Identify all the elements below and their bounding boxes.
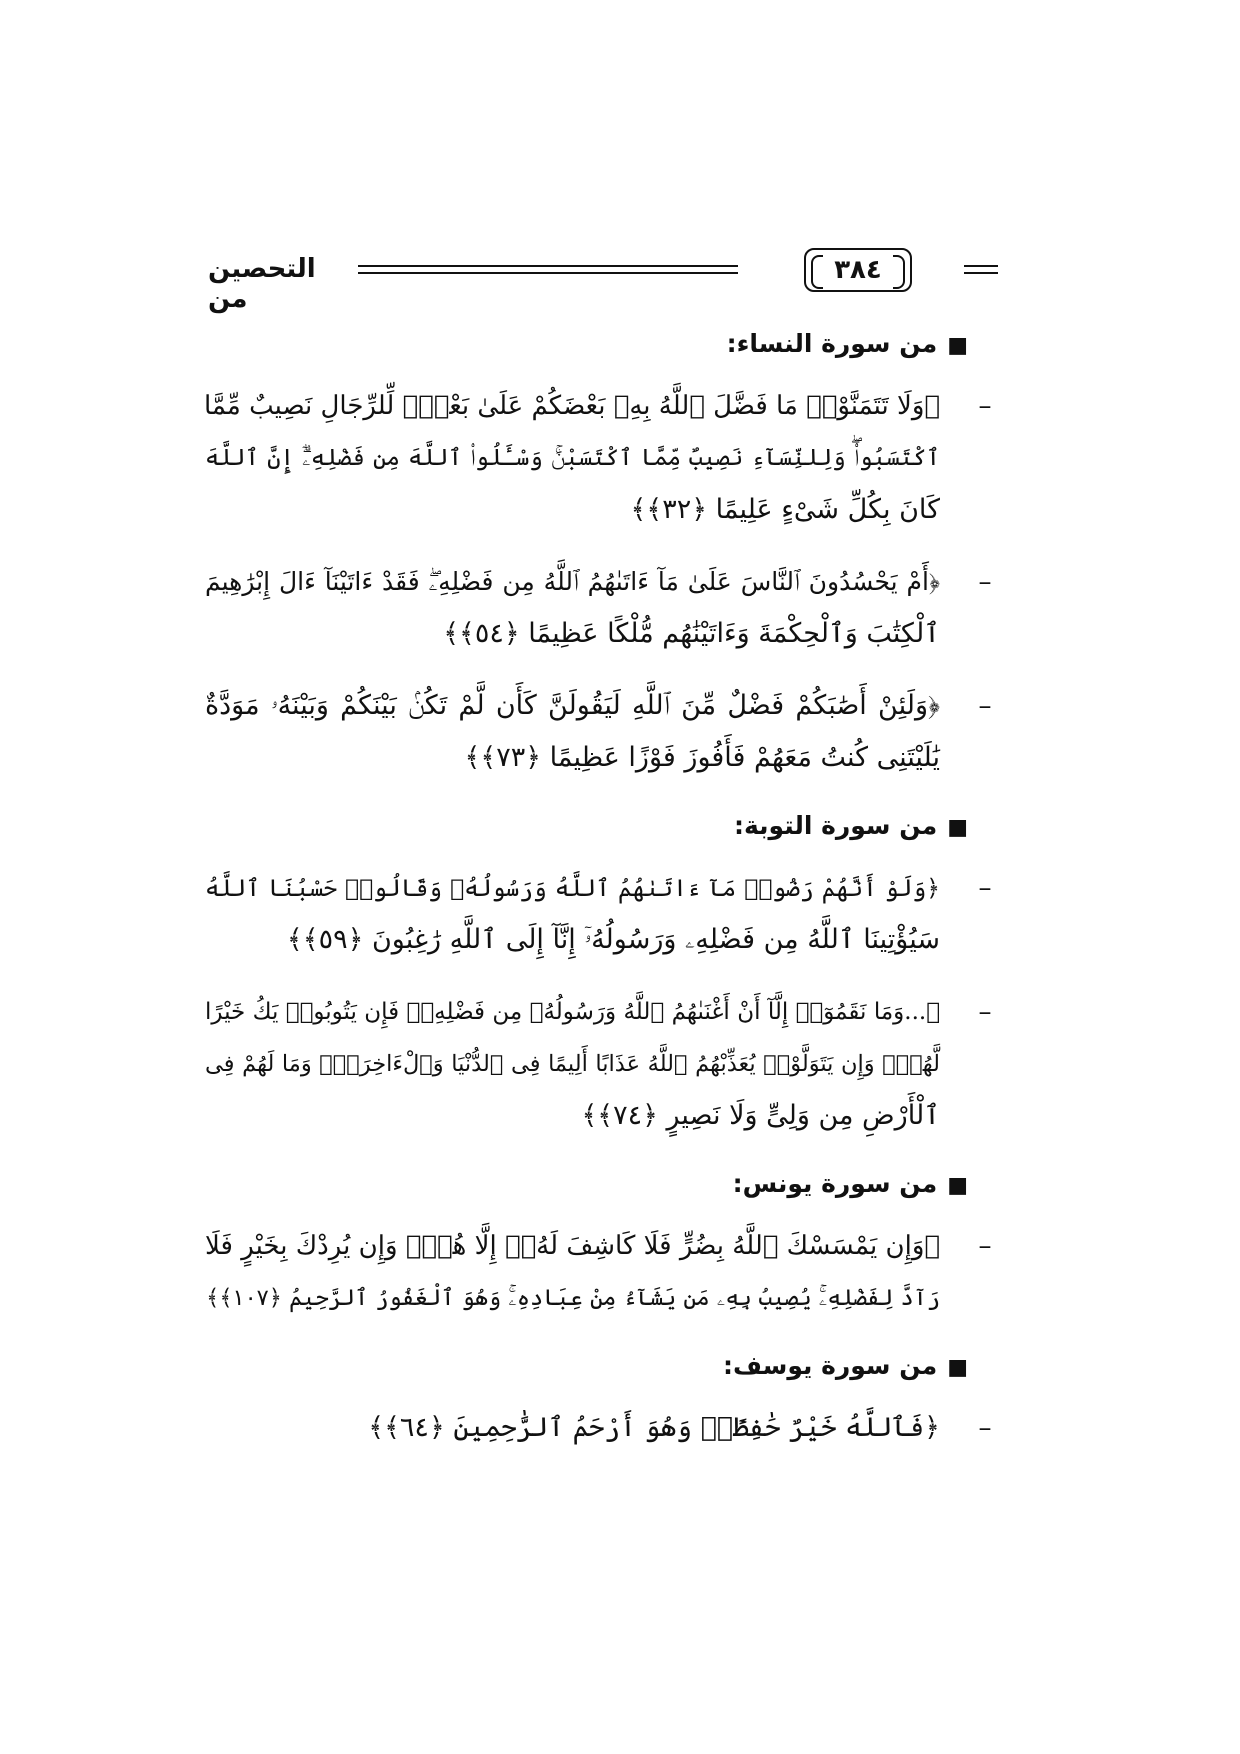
verse-block (205, 1220, 1000, 1324)
verse-line: ﴿وَإِن يَمْسَسْكَ ٱللَّهُ بِضُرٍّ فَلَا كَاشِفَ لَهُۥٓ إِلَّا هُوَۖ وَإِن يُرِدْكَ بِخَيْرٍ فَلَا (205, 1231, 940, 1261)
verse-line: يَٰلَيْتَنِى كُنتُ مَعَهُمْ فَأَفُوزَ فَوْزًا عَظِيمًا ﴿٧٣﴾﴾ (464, 742, 940, 773)
black-square-icon: ■ (947, 1355, 968, 1380)
page-number: ٣٨٤ (834, 255, 882, 285)
black-square-icon: ■ (947, 333, 968, 358)
verse-block (205, 380, 1000, 536)
page-header (208, 248, 998, 314)
black-square-icon: ■ (947, 1173, 968, 1198)
section-heading (205, 804, 968, 848)
dash-icon: – (978, 1231, 992, 1261)
verse-block (205, 862, 1000, 966)
section-heading (205, 322, 968, 366)
dash-icon: – (978, 1413, 992, 1443)
section-heading-text: من سورة يوسف: (722, 1351, 938, 1380)
verse-block (205, 556, 1000, 660)
verse-line: ﴿فَٱللَّهُ خَيْرٌ حَٰفِظًاۖ وَهُوَ أَرْحَمُ ٱلرَّٰحِمِينَ ﴿٦٤﴾﴾ (368, 1412, 940, 1443)
verse-line: ﴿وَلَئِنْ أَصَٰبَكُمْ فَضْلٌ مِّنَ ٱللَّهِ لَيَقُولَنَّ كَأَن لَّمْ تَكُنۢ بَيْنَكُمْ وَبَيْنَهُۥ مَوَدَّةٌ (205, 690, 940, 721)
section-heading-text: من سورة يونس: (732, 1169, 938, 1198)
header-double-rule-short (964, 265, 998, 275)
black-square-icon: ■ (947, 815, 968, 840)
verse-line: كَانَ بِكُلِّ شَىْءٍ عَلِيمًا ﴿٣٢﴾﴾ (630, 494, 940, 525)
dash-icon: – (978, 567, 992, 597)
dash-icon: – (978, 997, 992, 1027)
section-heading (205, 1162, 968, 1206)
verse-line: ﴿وَلَوْ أَنَّهُمْ رَضُوا۟ مَآ ءَاتَىٰهُمُ ٱللَّهُ وَرَسُولُهُۥ وَقَالُوا۟ حَسْبُنَا ٱللَّهُ (205, 874, 940, 902)
verse-block (205, 1402, 1000, 1454)
verse-line: ٱلْكِتَٰبَ وَٱلْحِكْمَةَ وَءَاتَيْنَٰهُم مُّلْكًا عَظِيمًا ﴿٥٤﴾﴾ (443, 618, 940, 649)
verse-line: ﴿وَلَا تَتَمَنَّوْا۟ مَا فَضَّلَ ٱللَّهُ بِهِۦ بَعْضَكُمْ عَلَىٰ بَعْضٍۚ لِّلرِّجَالِ نَصِيبٌ مِّمَّا (203, 391, 940, 421)
dash-icon: – (978, 391, 992, 421)
verse-line: رَآدَّ لِفَضْلِهِۦۚ يُصِيبُ بِهِۦ مَن يَشَآءُ مِنْ عِبَادِهِۦۚ وَهُوَ ٱلْغَفُورُ ٱلرَّحِيمُ ﴿١٠٧﴾﴾ (206, 1285, 940, 1311)
running-title: التحصين من (208, 254, 316, 314)
dash-icon: – (978, 691, 992, 721)
verse-line: ﴿...وَمَا نَقَمُوٓا۟ إِلَّآ أَنْ أَغْنَىٰهُمُ ٱللَّهُ وَرَسُولُهُۥ مِن فَضْلِهِۦۚ فَإِن يَتُوبُوا۟ يَكُ خَيْرًا (205, 999, 940, 1025)
verse-line: ﴿أَمْ يَحْسُدُونَ ٱلنَّاسَ عَلَىٰ مَآ ءَاتَىٰهُمُ ٱللَّهُ مِن فَضْلِهِۦۖ فَقَدْ ءَاتَيْنَآ ءَالَ إِبْرَٰهِيمَ (205, 567, 940, 596)
section-heading-text: من سورة التوبة: (734, 811, 938, 840)
section-heading-text: من سورة النساء: (726, 329, 938, 358)
page-body (205, 322, 1000, 1474)
page-number-frame (804, 248, 912, 292)
header-double-rule (358, 265, 738, 275)
verse-block (205, 986, 1000, 1142)
verse-line: ٱلْأَرْضِ مِن وَلِىٍّ وَلَا نَصِيرٍ ﴿٧٤﴾﴾ (581, 1100, 940, 1131)
verse-line: ٱكْتَسَبُوا۟ۖ وَلِلنِّسَآءِ نَصِيبٌ مِّمَّا ٱكْتَسَبْنَۚ وَسْـَٔلُوا۟ ٱللَّهَ مِن فَضْلِهِۦٓۗ إِنَّ ٱللَّهَ (205, 445, 940, 471)
verse-block (205, 680, 1000, 784)
verse-line: لَّهُمْۖ وَإِن يَتَوَلَّوْا۟ يُعَذِّبْهُمُ ٱللَّهُ عَذَابًا أَلِيمًا فِى ٱلدُّنْيَا وَٱلْءَاخِرَةِۚ وَمَا لَهُمْ فِى (205, 1051, 940, 1077)
verse-line: سَيُؤْتِينَا ٱللَّهُ مِن فَضْلِهِۦ وَرَسُولُهُۥٓ إِنَّآ إِلَى ٱللَّهِ رَٰغِبُونَ ﴿٥٩﴾﴾ (286, 924, 940, 955)
section-heading (205, 1344, 968, 1388)
dash-icon: – (978, 873, 992, 903)
